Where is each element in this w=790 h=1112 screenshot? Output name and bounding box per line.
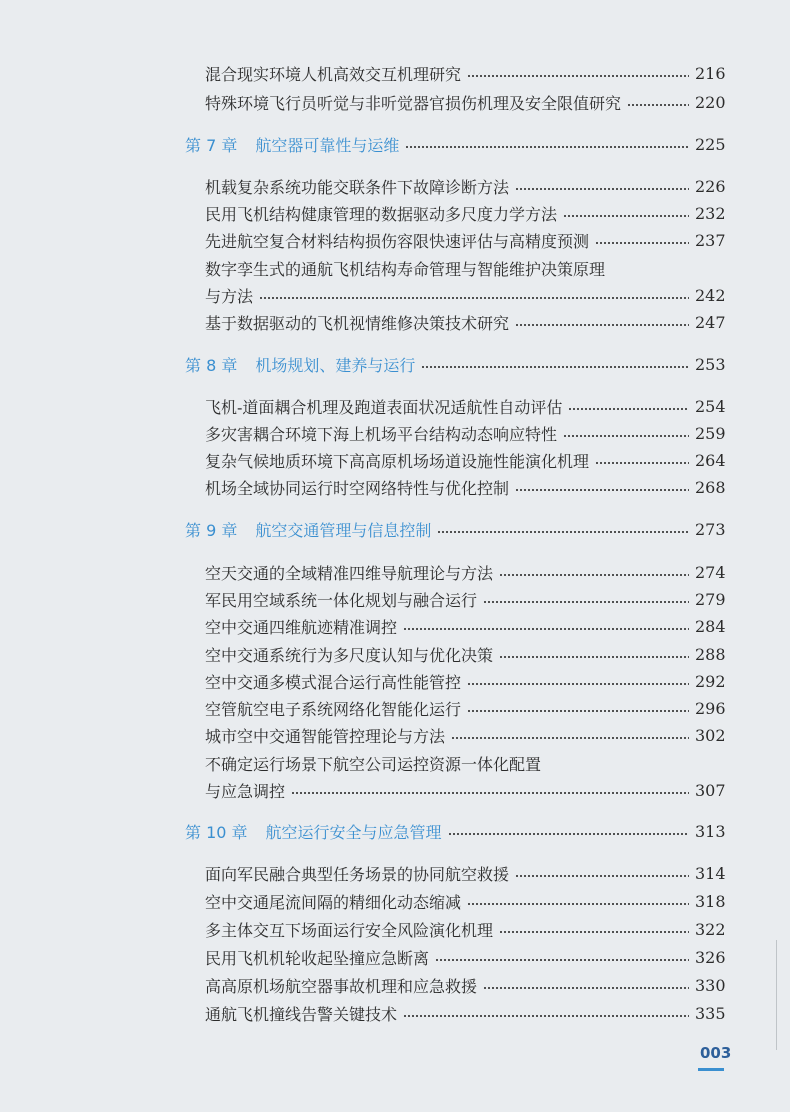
toc-entry[interactable] (205, 916, 726, 942)
entry-title: 混合现实环境人机高效交互机理研究 (205, 64, 462, 84)
chapter-number: 第 9 章 (185, 520, 238, 540)
toc-entry[interactable] (205, 89, 726, 115)
entry-page: 322 (695, 919, 726, 939)
toc-entry[interactable] (205, 173, 726, 199)
dot-leader (437, 531, 689, 533)
entry-title: 多灾害耦合环境下海上机场平台结构动态响应特性 (205, 424, 558, 444)
entry-page: 247 (695, 312, 726, 332)
entry-page: 254 (695, 396, 726, 416)
toc-entry[interactable] (205, 309, 726, 335)
entry-title: 机场全域协同运行时空网络特性与优化控制 (205, 478, 510, 498)
entry-title: 特殊环境飞行员听觉与非听觉器官损伤机理及安全限值研究 (205, 93, 622, 113)
entry-title: 通航飞机撞线告警关键技术 (205, 1004, 398, 1024)
entry-title: 基于数据驱动的飞机视情维修决策技术研究 (205, 313, 510, 333)
chapter-number: 第 7 章 (185, 135, 238, 155)
entry-title: 军民用空域系统一体化规划与融合运行 (205, 590, 478, 610)
dot-leader (467, 710, 689, 712)
entry-page: 259 (695, 423, 726, 443)
toc-entry[interactable] (205, 1000, 726, 1026)
toc-entry[interactable] (205, 559, 726, 585)
toc-entry-line2[interactable] (205, 282, 726, 308)
entry-title: 与方法 (205, 286, 254, 306)
entry-page: 307 (695, 780, 726, 800)
entry-title: 飞机-道面耦合机理及跑道表面状况适航性自动评估 (205, 397, 563, 417)
entry-title: 空中交通多模式混合运行高性能管控 (205, 672, 462, 692)
toc-entry[interactable] (205, 972, 726, 998)
toc-entry-line1[interactable] (205, 255, 645, 281)
dot-leader (499, 574, 689, 576)
entry-page: 264 (695, 450, 726, 470)
entry-title: 民用飞机机轮收起坠撞应急断离 (205, 948, 430, 968)
entry-title: 城市空中交通智能管控理论与方法 (205, 726, 446, 746)
toc-entry[interactable] (205, 447, 726, 473)
toc-entry[interactable] (205, 860, 726, 886)
entry-title: 复杂气候地质环境下高高原机场场道设施性能演化机理 (205, 451, 590, 471)
dot-leader (563, 435, 689, 437)
entry-title: 高高原机场航空器事故机理和应急救援 (205, 976, 478, 996)
chapter-title: 航空交通管理与信息控制 (255, 520, 432, 540)
dot-leader (627, 104, 689, 106)
entry-title: 与应急调控 (205, 781, 286, 801)
page-edge-line (776, 940, 777, 1050)
dot-leader (483, 987, 689, 989)
toc-entry[interactable] (205, 641, 726, 667)
entry-title: 空中交通尾流间隔的精细化动态缩减 (205, 892, 462, 912)
toc-entry[interactable] (205, 227, 726, 253)
entry-page: 326 (695, 947, 726, 967)
entry-title: 多主体交互下场面运行安全风险演化机理 (205, 920, 494, 940)
chapter-page: 253 (695, 354, 726, 374)
toc-entry-line1[interactable] (205, 750, 645, 776)
dot-leader (515, 875, 689, 877)
dot-leader (421, 366, 689, 368)
toc-entry[interactable] (205, 474, 726, 500)
entry-title: 民用飞机结构健康管理的数据驱动多尺度力学方法 (205, 204, 558, 224)
chapter-number: 第 8 章 (185, 355, 238, 375)
toc-entry[interactable] (205, 586, 726, 612)
entry-page: 220 (695, 92, 726, 112)
dot-leader (259, 297, 689, 299)
entry-page: 268 (695, 477, 726, 497)
toc-entry-line2[interactable] (205, 777, 726, 803)
entry-page: 232 (695, 203, 726, 223)
chapter-page: 313 (695, 821, 726, 841)
entry-page: 318 (695, 891, 726, 911)
entry-page: 335 (695, 1003, 726, 1023)
toc-entry[interactable] (205, 613, 726, 639)
dot-leader (515, 324, 689, 326)
entry-title: 机载复杂系统功能交联条件下故障诊断方法 (205, 177, 510, 197)
toc-entry[interactable] (205, 200, 726, 226)
entry-page: 274 (695, 562, 726, 582)
chapter-title: 航空运行安全与应急管理 (265, 822, 442, 842)
dot-leader (403, 628, 689, 630)
dot-leader (467, 75, 689, 77)
chapter-page: 273 (695, 519, 726, 539)
dot-leader (595, 462, 689, 464)
toc-entry[interactable] (205, 668, 726, 694)
dot-leader (467, 683, 689, 685)
entry-page: 330 (695, 975, 726, 995)
entry-page: 237 (695, 230, 726, 250)
chapter-heading-7[interactable] (185, 130, 726, 158)
entry-title: 空中交通四维航迹精准调控 (205, 617, 398, 637)
page-number-underline (698, 1068, 724, 1071)
chapter-title: 机场规划、建养与运行 (255, 355, 416, 375)
toc-entry[interactable] (205, 393, 726, 419)
page-number: 003 (700, 1044, 732, 1062)
entry-page: 296 (695, 698, 726, 718)
entry-title: 数字孪生式的通航飞机结构寿命管理与智能维护决策原理 (205, 259, 606, 279)
dot-leader (563, 215, 689, 217)
dot-leader (499, 656, 689, 658)
entry-page: 288 (695, 644, 726, 664)
entry-page: 302 (695, 725, 726, 745)
dot-leader (467, 903, 689, 905)
entry-page: 292 (695, 671, 726, 691)
toc-entry[interactable] (205, 60, 726, 86)
dot-leader (448, 833, 689, 835)
entry-title: 面向军民融合典型任务场景的协同航空救援 (205, 864, 510, 884)
dot-leader (515, 188, 689, 190)
dot-leader (515, 489, 689, 491)
entry-page: 279 (695, 589, 726, 609)
dot-leader (403, 1015, 689, 1017)
entry-page: 216 (695, 63, 726, 83)
entry-page: 226 (695, 176, 726, 196)
entry-title: 空中交通系统行为多尺度认知与优化决策 (205, 645, 494, 665)
entry-title: 空天交通的全域精准四维导航理论与方法 (205, 563, 494, 583)
chapter-heading-9[interactable] (185, 515, 726, 543)
toc-entry[interactable] (205, 695, 726, 721)
chapter-heading-10[interactable] (185, 817, 726, 845)
dot-leader (291, 792, 689, 794)
chapter-page: 225 (695, 134, 726, 154)
entry-title: 不确定运行场景下航空公司运控资源一体化配置 (205, 754, 542, 774)
entry-title: 先进航空复合材料结构损伤容限快速评估与高精度预测 (205, 231, 590, 251)
entry-page: 242 (695, 285, 726, 305)
dot-leader (595, 242, 689, 244)
dot-leader (435, 959, 689, 961)
dot-leader (483, 601, 689, 603)
toc-entry[interactable] (205, 888, 726, 914)
dot-leader (568, 408, 689, 410)
chapter-heading-8[interactable] (185, 350, 726, 378)
chapter-number: 第 10 章 (185, 822, 248, 842)
dot-leader (499, 931, 689, 933)
chapter-title: 航空器可靠性与运维 (255, 135, 400, 155)
entry-page: 314 (695, 863, 726, 883)
toc-entry[interactable] (205, 944, 726, 970)
dot-leader (405, 146, 689, 148)
toc-entry[interactable] (205, 420, 726, 446)
toc-entry[interactable] (205, 722, 726, 748)
entry-page: 284 (695, 616, 726, 636)
entry-title: 空管航空电子系统网络化智能化运行 (205, 699, 462, 719)
dot-leader (451, 737, 689, 739)
